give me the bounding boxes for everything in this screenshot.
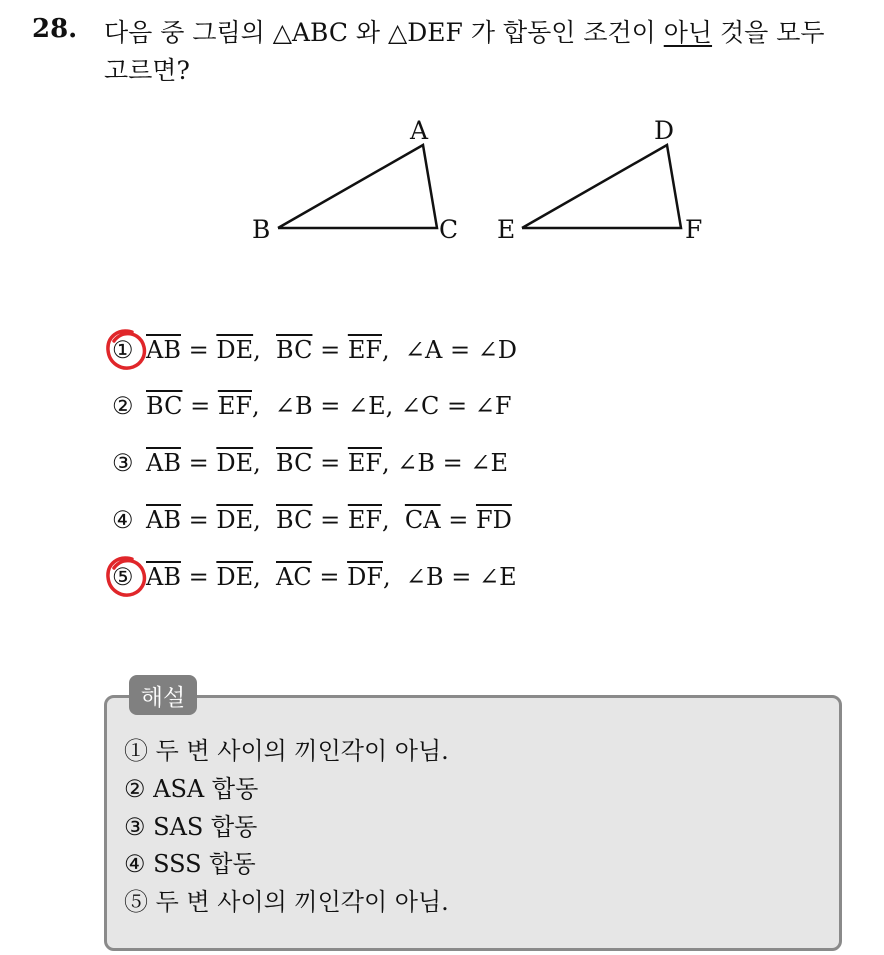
option-text: = <box>312 336 348 364</box>
option-text: = <box>180 336 217 364</box>
segment-name: $\overline{AB}$ <box>146 449 181 477</box>
vertex-label-f: F <box>685 215 703 244</box>
option-text: , <box>382 506 405 534</box>
solution-line-2: ② ASA 합동 <box>124 774 259 803</box>
segment-name: $\overline{AB}$ <box>146 506 181 534</box>
vertex-label-e: E <box>497 215 516 244</box>
question-text-underlined: 아닌 <box>663 18 713 47</box>
segment-name: $\overline{AB}$ <box>146 336 181 364</box>
segment-name: $\overline{DE}$ <box>216 336 254 364</box>
solution-line-5: ⑤ 두 변 사이의 끼인각이 아님. <box>124 887 449 916</box>
red-circle-mark-icon <box>102 325 152 375</box>
vertex-label-d: D <box>654 116 675 145</box>
question-text-line2: 고르면? <box>104 56 190 85</box>
segment-name: $\overline{DF}$ <box>347 563 383 591</box>
red-circle-mark-icon <box>102 552 152 602</box>
option-text: = <box>311 563 348 591</box>
segment-name: $\overline{BC}$ <box>276 449 313 477</box>
segment-name: $\overline{BC}$ <box>276 336 313 364</box>
question-number: 28. <box>32 14 78 44</box>
solution-tag: 해설 <box>129 675 197 715</box>
option-text: = <box>312 449 348 477</box>
option-text: , ∠B = ∠E <box>382 563 517 591</box>
option-text: = <box>182 392 218 420</box>
option-text: = <box>180 563 217 591</box>
option-4[interactable] <box>112 500 512 540</box>
option-number: ⑤ <box>112 563 134 591</box>
option-number: ② <box>112 392 134 420</box>
segment-name: $\overline{EF}$ <box>347 449 382 477</box>
option-text: = <box>180 506 217 534</box>
option-5[interactable] <box>112 557 517 597</box>
triangle-def <box>522 145 681 228</box>
option-number: ① <box>112 336 134 364</box>
option-text: , <box>253 506 276 534</box>
question-text <box>104 14 874 90</box>
option-text: = <box>312 506 348 534</box>
option-number: ④ <box>112 506 134 534</box>
option-1[interactable] <box>112 330 517 370</box>
option-text: = <box>440 506 476 534</box>
segment-name: $\overline{AC}$ <box>276 563 312 591</box>
segment-name: $\overline{EF}$ <box>347 506 382 534</box>
option-text: , ∠A = ∠D <box>382 336 518 364</box>
question-text-part1: 다음 중 그림의 △ABC 와 △DEF 가 합동인 조건이 <box>104 18 664 47</box>
option-text: , <box>253 563 276 591</box>
vertex-label-c: C <box>439 215 459 244</box>
question-text-part2: 것을 모두 <box>712 18 825 47</box>
segment-name: $\overline{AB}$ <box>146 563 181 591</box>
option-2[interactable] <box>112 386 512 426</box>
option-text: = <box>180 449 217 477</box>
segment-name: $\overline{FD}$ <box>475 506 512 534</box>
solution-line-4: ④ SSS 합동 <box>124 849 256 878</box>
vertex-label-b: B <box>252 215 271 244</box>
segment-name: $\overline{DE}$ <box>216 506 254 534</box>
solution-line-3: ③ SAS 합동 <box>124 812 258 841</box>
vertex-label-a: A <box>410 116 429 145</box>
option-3[interactable] <box>112 443 508 483</box>
option-text: , ∠B = ∠E, ∠C = ∠F <box>252 392 512 420</box>
option-text: , ∠B = ∠E <box>382 449 508 477</box>
segment-name: $\overline{DE}$ <box>216 449 254 477</box>
segment-name: $\overline{EF}$ <box>217 392 252 420</box>
segment-name: $\overline{BC}$ <box>276 506 313 534</box>
triangle-figure <box>240 112 720 252</box>
option-number: ③ <box>112 449 134 477</box>
option-text: , <box>253 449 276 477</box>
option-text: , <box>253 336 276 364</box>
segment-name: $\overline{BC}$ <box>146 392 183 420</box>
segment-name: $\overline{DE}$ <box>216 563 254 591</box>
segment-name: $\overline{EF}$ <box>347 336 382 364</box>
solution-line-1: ① 두 변 사이의 끼인각이 아님. <box>124 736 449 765</box>
triangle-abc <box>278 145 437 228</box>
segment-name: $\overline{CA}$ <box>404 506 441 534</box>
